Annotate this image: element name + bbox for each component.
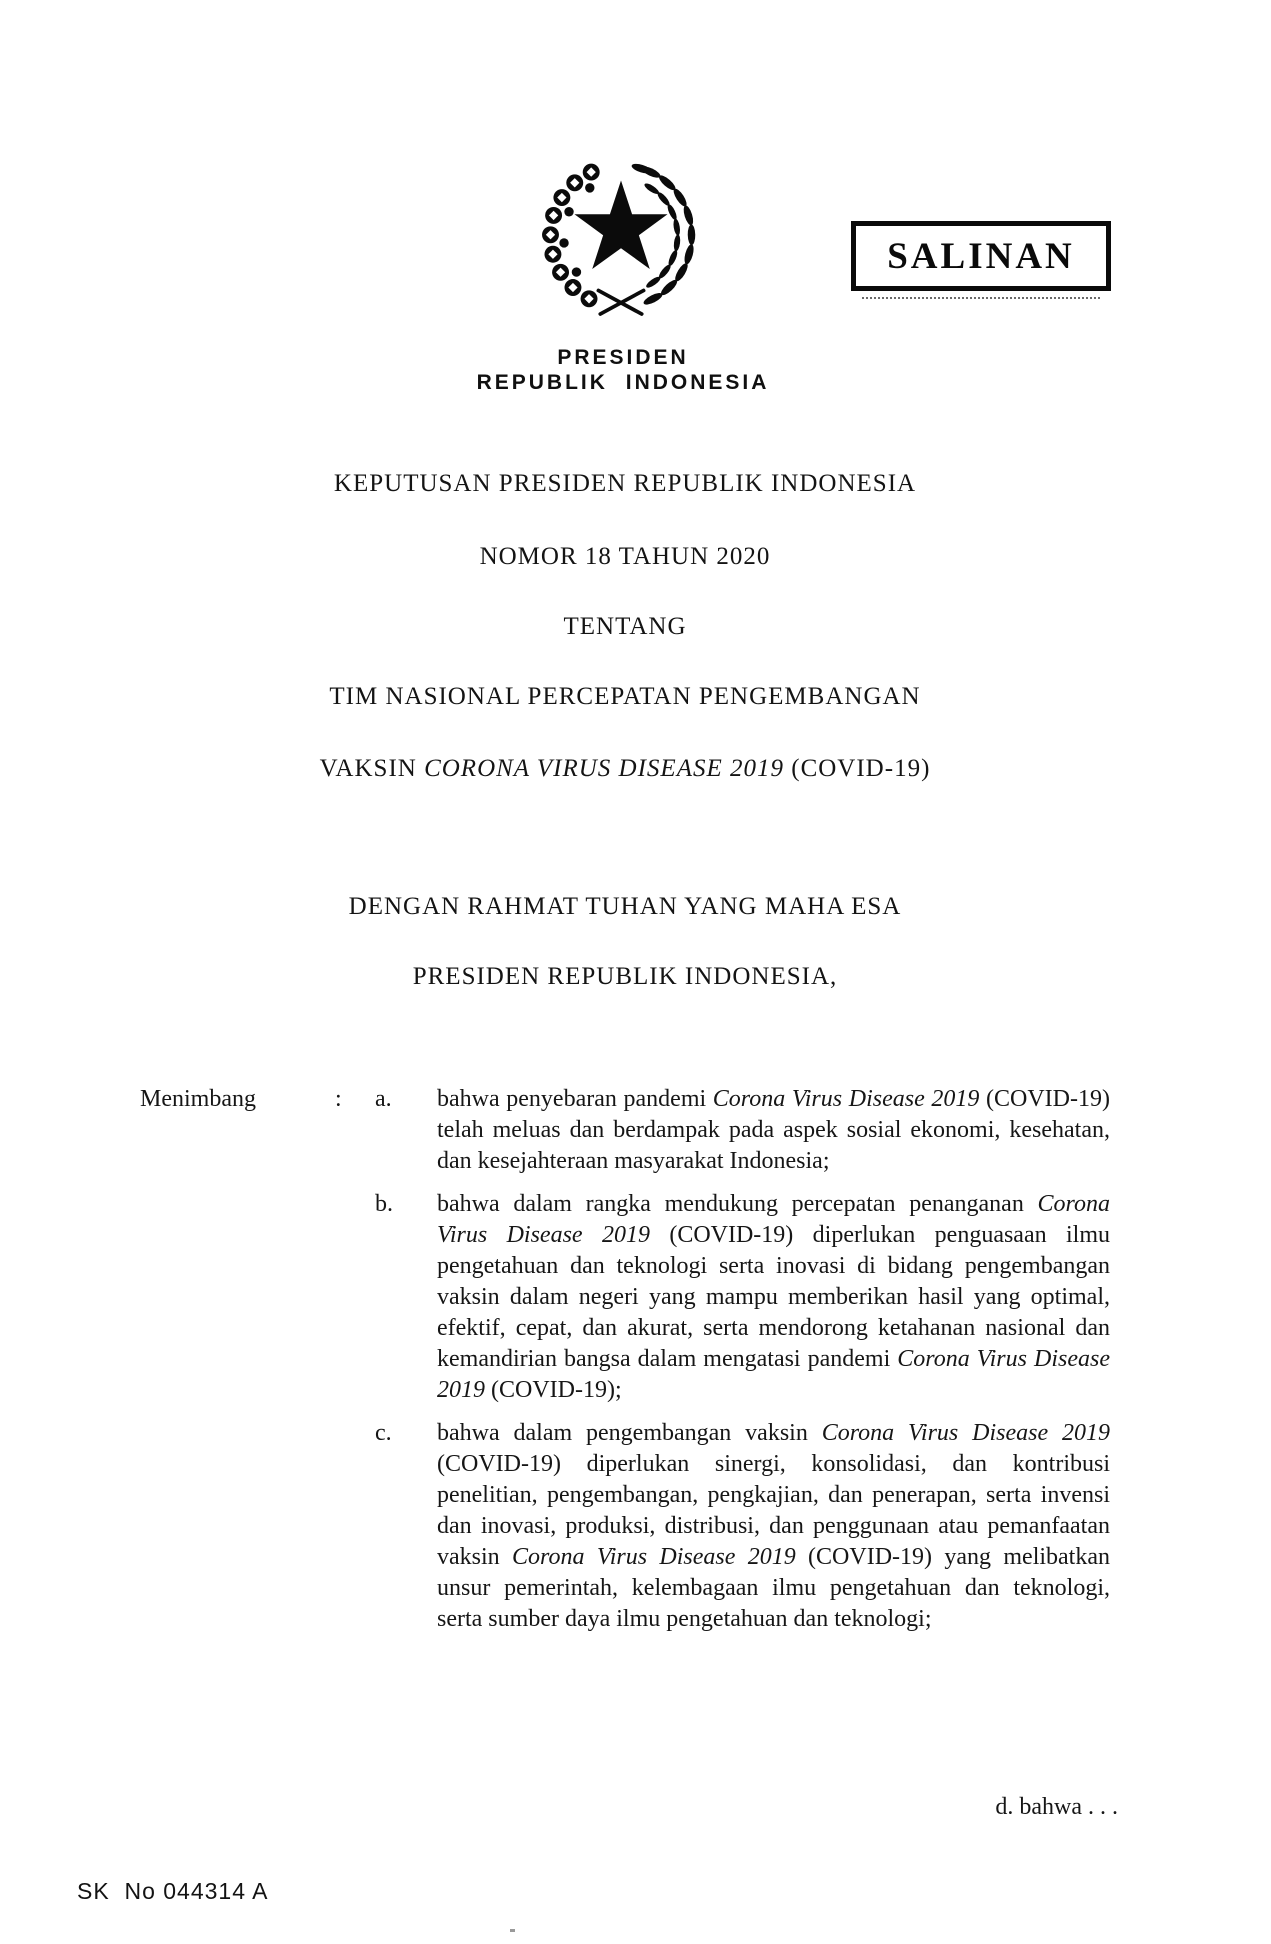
preamble-authority: PRESIDEN REPUBLIK INDONESIA, <box>412 963 838 990</box>
item-letter: a. <box>375 1086 392 1112</box>
considering-colon: : <box>335 1086 342 1112</box>
scan-speck-artifact <box>510 1929 515 1932</box>
title-keputusan: KEPUTUSAN PRESIDEN REPUBLIK INDONESIA <box>333 470 917 497</box>
item-text: bahwa dalam rangka mendukung percepatan penanganan Corona Virus Disease 2019 (COVID-19) diperlukan penguasaan ilmu pengetahuan dan teknologi serta inovasi di bidang pengembangan vaksin dalam negeri yang mampu memberikan hasil yang optimal, efektif, cepat, dan akurat, serta mendorong ketahanan nasional dan kemandirian bangsa dalam mengatasi pandemi Corona Virus Disease 2019 (COVID-19); <box>437 1191 1110 1403</box>
item-letter: c. <box>375 1420 392 1446</box>
considering-label: Menimbang <box>140 1086 256 1112</box>
catchword-next-page: d. bahwa . . . <box>995 1794 1118 1820</box>
title-nomor: NOMOR 18 TAHUN 2020 <box>479 543 771 570</box>
salinan-stamp-box <box>851 221 1111 291</box>
considering-items <box>375 1084 1110 1635</box>
item-text: bahwa dalam pengembangan vaksin Corona Virus Disease 2019 (COVID-19) diperlukan sinergi, konsolidasi, dan kontribusi penelitian, pengembangan, pengkajian, dan penerapan, serta invensi dan inovasi, produksi, distribusi, dan penggunaan atau pemanfaatan vaksin Corona Virus Disease 2019 (COVID-19) yang melibatkan unsur pemerintah, kelembagaan ilmu pengetahuan dan teknologi, serta sumber daya ilmu pengetahuan dan teknologi; <box>437 1420 1111 1632</box>
preamble-invocation: DENGAN RAHMAT TUHAN YANG MAHA ESA <box>348 893 902 920</box>
considering-item <box>375 1418 1110 1635</box>
presidential-star-wreath-emblem <box>527 141 715 331</box>
title-tim-nasional: TIM NASIONAL PERCEPATAN PENGEMBANGAN <box>329 683 921 710</box>
considering-item <box>375 1084 1110 1177</box>
letterhead <box>423 346 823 395</box>
stamp-scan-artifact <box>862 297 1100 299</box>
item-letter: b. <box>375 1191 393 1217</box>
letterhead-republik-indonesia: REPUBLIK INDONESIA <box>476 371 770 394</box>
letterhead-presiden: PRESIDEN <box>557 346 689 369</box>
considering-section <box>140 1084 1110 1647</box>
star-wreath-icon <box>527 141 715 331</box>
document-control-number: SK No 044314 A <box>77 1878 269 1904</box>
salinan-stamp-label: SALINAN <box>887 235 1075 277</box>
considering-item <box>375 1189 1110 1406</box>
title-vaksin: VAKSIN CORONA VIRUS DISEASE 2019 (COVID-19) <box>319 755 931 782</box>
title-tentang: TENTANG <box>563 613 687 640</box>
item-text: bahwa penyebaran pandemi Corona Virus Disease 2019 (COVID-19) telah meluas dan berdampak pada aspek sosial ekonomi, kesehatan, dan kesejahteraan masyarakat Indonesia; <box>437 1086 1110 1174</box>
